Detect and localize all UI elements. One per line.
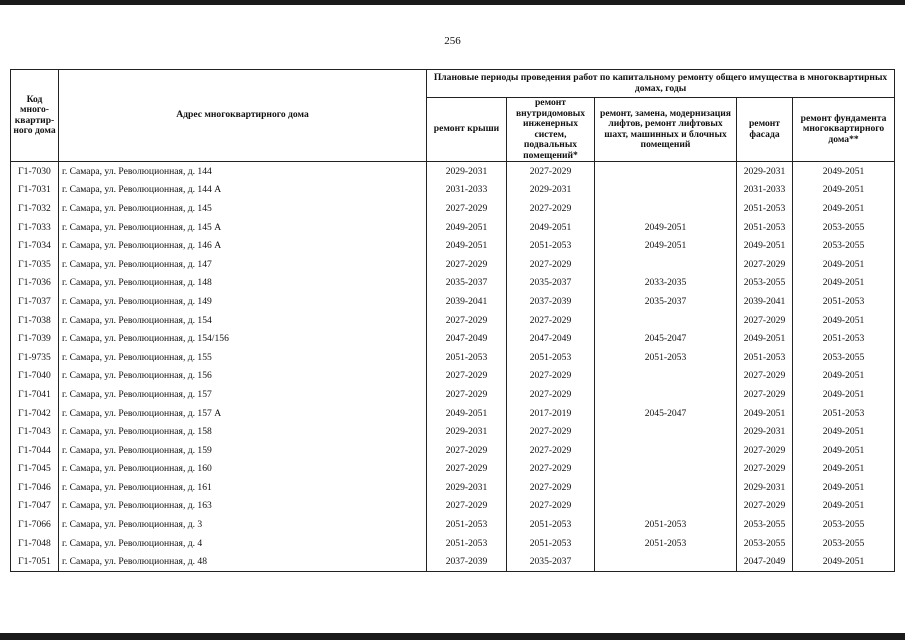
scan-top-border — [0, 0, 905, 5]
table-row — [11, 534, 895, 553]
facade-period-cell: 2039-2041 — [737, 292, 793, 311]
foundation-period-cell: 2049-2051 — [793, 552, 895, 571]
table-row — [11, 422, 895, 441]
facade-period-cell: 2029-2031 — [737, 162, 793, 181]
house-code-cell: Г1-7037 — [11, 292, 59, 311]
facade-period-cell: 2051-2053 — [737, 218, 793, 237]
elevators-period-cell: 2045-2047 — [595, 404, 737, 423]
elevators-period-cell — [595, 255, 737, 274]
house-code-cell: Г1-7039 — [11, 329, 59, 348]
house-code-cell: Г1-7051 — [11, 552, 59, 571]
address-cell: г. Самара, ул. Революционная, д. 161 — [59, 478, 427, 497]
house-code-cell: Г1-7047 — [11, 497, 59, 516]
elevators-period-cell: 2049-2051 — [595, 218, 737, 237]
foundation-period-cell: 2049-2051 — [793, 162, 895, 181]
roof-period-cell: 2027-2029 — [427, 199, 507, 218]
table-row — [11, 385, 895, 404]
roof-period-cell: 2037-2039 — [427, 552, 507, 571]
facade-period-cell: 2051-2053 — [737, 199, 793, 218]
roof-period-cell: 2027-2029 — [427, 311, 507, 330]
house-code-cell: Г1-7043 — [11, 422, 59, 441]
engineering-period-cell: 2027-2029 — [507, 162, 595, 181]
elevators-period-cell: 2045-2047 — [595, 329, 737, 348]
table-row — [11, 460, 895, 479]
facade-period-cell: 2027-2029 — [737, 311, 793, 330]
facade-period-cell: 2027-2029 — [737, 441, 793, 460]
engineering-period-cell: 2027-2029 — [507, 255, 595, 274]
foundation-period-cell: 2049-2051 — [793, 274, 895, 293]
house-code-cell: Г1-7040 — [11, 367, 59, 386]
facade-period-cell: 2027-2029 — [737, 367, 793, 386]
table-row — [11, 515, 895, 534]
address-cell: г. Самара, ул. Революционная, д. 146 А — [59, 236, 427, 255]
foundation-period-cell: 2053-2055 — [793, 348, 895, 367]
elevators-period-cell — [595, 460, 737, 479]
house-code-cell: Г1-7030 — [11, 162, 59, 181]
engineering-period-cell: 2035-2037 — [507, 552, 595, 571]
facade-period-cell: 2031-2033 — [737, 181, 793, 200]
address-cell: г. Самара, ул. Революционная, д. 159 — [59, 441, 427, 460]
table-row — [11, 348, 895, 367]
table-row — [11, 162, 895, 181]
facade-period-cell: 2047-2049 — [737, 552, 793, 571]
house-code-cell: Г1-7036 — [11, 274, 59, 293]
foundation-period-cell: 2051-2053 — [793, 404, 895, 423]
address-cell: г. Самара, ул. Революционная, д. 160 — [59, 460, 427, 479]
house-code-cell: Г1-7038 — [11, 311, 59, 330]
address-cell: г. Самара, ул. Революционная, д. 145 А — [59, 218, 427, 237]
house-code-cell: Г1-7044 — [11, 441, 59, 460]
roof-period-cell: 2027-2029 — [427, 367, 507, 386]
elevators-period-cell — [595, 181, 737, 200]
facade-period-cell: 2029-2031 — [737, 478, 793, 497]
engineering-period-cell: 2037-2039 — [507, 292, 595, 311]
header-elevators: ремонт, замена, модернизация лифтов, ремонт лифтовых шахт, машинных и блочных помещений — [595, 98, 737, 162]
elevators-period-cell — [595, 441, 737, 460]
facade-period-cell: 2049-2051 — [737, 329, 793, 348]
foundation-period-cell: 2051-2053 — [793, 329, 895, 348]
address-cell: г. Самара, ул. Революционная, д. 3 — [59, 515, 427, 534]
table-row — [11, 367, 895, 386]
roof-period-cell: 2049-2051 — [427, 404, 507, 423]
address-cell: г. Самара, ул. Революционная, д. 154/156 — [59, 329, 427, 348]
elevators-period-cell — [595, 552, 737, 571]
foundation-period-cell: 2049-2051 — [793, 385, 895, 404]
page-number: 256 — [444, 35, 461, 47]
engineering-period-cell: 2047-2049 — [507, 329, 595, 348]
house-code-cell: Г1-7033 — [11, 218, 59, 237]
header-roof: ремонт крыши — [427, 98, 507, 162]
engineering-period-cell: 2029-2031 — [507, 181, 595, 200]
address-cell: г. Самара, ул. Революционная, д. 144 — [59, 162, 427, 181]
roof-period-cell: 2051-2053 — [427, 348, 507, 367]
facade-period-cell: 2053-2055 — [737, 274, 793, 293]
foundation-period-cell: 2049-2051 — [793, 478, 895, 497]
table-row — [11, 236, 895, 255]
roof-period-cell: 2031-2033 — [427, 181, 507, 200]
foundation-period-cell: 2049-2051 — [793, 311, 895, 330]
table-row — [11, 497, 895, 516]
engineering-period-cell: 2027-2029 — [507, 497, 595, 516]
address-cell: г. Самара, ул. Революционная, д. 144 А — [59, 181, 427, 200]
roof-period-cell: 2029-2031 — [427, 162, 507, 181]
house-code-cell: Г1-7034 — [11, 236, 59, 255]
elevators-period-cell: 2033-2035 — [595, 274, 737, 293]
facade-period-cell: 2049-2051 — [737, 404, 793, 423]
foundation-period-cell: 2049-2051 — [793, 460, 895, 479]
address-cell: г. Самара, ул. Революционная, д. 149 — [59, 292, 427, 311]
engineering-period-cell: 2051-2053 — [507, 534, 595, 553]
table-row — [11, 274, 895, 293]
table-row — [11, 181, 895, 200]
roof-period-cell: 2029-2031 — [427, 422, 507, 441]
foundation-period-cell: 2049-2051 — [793, 497, 895, 516]
roof-period-cell: 2051-2053 — [427, 534, 507, 553]
foundation-period-cell: 2053-2055 — [793, 236, 895, 255]
engineering-period-cell: 2051-2053 — [507, 236, 595, 255]
house-code-cell: Г1-7048 — [11, 534, 59, 553]
facade-period-cell: 2029-2031 — [737, 422, 793, 441]
table-row — [11, 552, 895, 571]
house-code-cell: Г1-9735 — [11, 348, 59, 367]
elevators-period-cell — [595, 311, 737, 330]
engineering-period-cell: 2051-2053 — [507, 348, 595, 367]
address-cell: г. Самара, ул. Революционная, д. 157 А — [59, 404, 427, 423]
engineering-period-cell: 2027-2029 — [507, 422, 595, 441]
scan-bottom-border — [0, 633, 905, 640]
elevators-period-cell — [595, 162, 737, 181]
house-code-cell: Г1-7045 — [11, 460, 59, 479]
roof-period-cell: 2027-2029 — [427, 441, 507, 460]
house-code-cell: Г1-7066 — [11, 515, 59, 534]
roof-period-cell: 2027-2029 — [427, 255, 507, 274]
elevators-period-cell — [595, 422, 737, 441]
address-cell: г. Самара, ул. Революционная, д. 145 — [59, 199, 427, 218]
address-cell: г. Самара, ул. Революционная, д. 163 — [59, 497, 427, 516]
elevators-period-cell: 2051-2053 — [595, 534, 737, 553]
foundation-period-cell: 2049-2051 — [793, 181, 895, 200]
facade-period-cell: 2049-2051 — [737, 236, 793, 255]
table-row — [11, 478, 895, 497]
facade-period-cell: 2053-2055 — [737, 534, 793, 553]
elevators-period-cell — [595, 367, 737, 386]
table-row — [11, 218, 895, 237]
engineering-period-cell: 2027-2029 — [507, 385, 595, 404]
roof-period-cell: 2029-2031 — [427, 478, 507, 497]
roof-period-cell: 2039-2041 — [427, 292, 507, 311]
table-row — [11, 441, 895, 460]
address-cell: г. Самара, ул. Революционная, д. 148 — [59, 274, 427, 293]
roof-period-cell: 2047-2049 — [427, 329, 507, 348]
foundation-period-cell: 2049-2051 — [793, 199, 895, 218]
header-engineering: ремонт внутридомовых инженерных систем, подвальных помещений* — [507, 98, 595, 162]
table-row — [11, 311, 895, 330]
header-planned-periods: Плановые периоды проведения работ по капитальному ремонту общего имущества в многоквартирных домах, годы — [427, 70, 895, 98]
engineering-period-cell: 2017-2019 — [507, 404, 595, 423]
roof-period-cell: 2049-2051 — [427, 236, 507, 255]
repair-schedule-table — [10, 69, 895, 572]
engineering-period-cell: 2027-2029 — [507, 311, 595, 330]
engineering-period-cell: 2027-2029 — [507, 460, 595, 479]
elevators-period-cell: 2051-2053 — [595, 348, 737, 367]
elevators-period-cell: 2035-2037 — [595, 292, 737, 311]
engineering-period-cell: 2027-2029 — [507, 367, 595, 386]
foundation-period-cell: 2053-2055 — [793, 218, 895, 237]
engineering-period-cell: 2027-2029 — [507, 441, 595, 460]
house-code-cell: Г1-7032 — [11, 199, 59, 218]
house-code-cell: Г1-7042 — [11, 404, 59, 423]
elevators-period-cell: 2051-2053 — [595, 515, 737, 534]
engineering-period-cell: 2035-2037 — [507, 274, 595, 293]
roof-period-cell: 2051-2053 — [427, 515, 507, 534]
elevators-period-cell — [595, 497, 737, 516]
address-cell: г. Самара, ул. Революционная, д. 155 — [59, 348, 427, 367]
header-address: Адрес многоквартирного дома — [59, 70, 427, 162]
facade-period-cell: 2027-2029 — [737, 497, 793, 516]
engineering-period-cell: 2049-2051 — [507, 218, 595, 237]
foundation-period-cell: 2049-2051 — [793, 367, 895, 386]
house-code-cell: Г1-7035 — [11, 255, 59, 274]
table-row — [11, 199, 895, 218]
facade-period-cell: 2027-2029 — [737, 460, 793, 479]
engineering-period-cell: 2027-2029 — [507, 199, 595, 218]
roof-period-cell: 2027-2029 — [427, 497, 507, 516]
address-cell: г. Самара, ул. Революционная, д. 48 — [59, 552, 427, 571]
house-code-cell: Г1-7031 — [11, 181, 59, 200]
engineering-period-cell: 2051-2053 — [507, 515, 595, 534]
elevators-period-cell — [595, 478, 737, 497]
table-body — [11, 162, 895, 572]
facade-period-cell: 2027-2029 — [737, 385, 793, 404]
foundation-period-cell: 2053-2055 — [793, 534, 895, 553]
facade-period-cell: 2051-2053 — [737, 348, 793, 367]
address-cell: г. Самара, ул. Революционная, д. 154 — [59, 311, 427, 330]
foundation-period-cell: 2053-2055 — [793, 515, 895, 534]
foundation-period-cell: 2049-2051 — [793, 255, 895, 274]
address-cell: г. Самара, ул. Революционная, д. 156 — [59, 367, 427, 386]
roof-period-cell: 2049-2051 — [427, 218, 507, 237]
address-cell: г. Самара, ул. Революционная, д. 157 — [59, 385, 427, 404]
facade-period-cell: 2053-2055 — [737, 515, 793, 534]
facade-period-cell: 2027-2029 — [737, 255, 793, 274]
roof-period-cell: 2027-2029 — [427, 460, 507, 479]
foundation-period-cell: 2049-2051 — [793, 422, 895, 441]
table-row — [11, 292, 895, 311]
header-code: Код много-квартир-ного дома — [11, 70, 59, 162]
header-foundation: ремонт фундамента многоквартирного дома** — [793, 98, 895, 162]
elevators-period-cell — [595, 385, 737, 404]
elevators-period-cell — [595, 199, 737, 218]
address-cell: г. Самара, ул. Революционная, д. 147 — [59, 255, 427, 274]
house-code-cell: Г1-7041 — [11, 385, 59, 404]
foundation-period-cell: 2051-2053 — [793, 292, 895, 311]
roof-period-cell: 2035-2037 — [427, 274, 507, 293]
roof-period-cell: 2027-2029 — [427, 385, 507, 404]
address-cell: г. Самара, ул. Революционная, д. 4 — [59, 534, 427, 553]
house-code-cell: Г1-7046 — [11, 478, 59, 497]
engineering-period-cell: 2027-2029 — [507, 478, 595, 497]
table-row — [11, 404, 895, 423]
table-row — [11, 329, 895, 348]
address-cell: г. Самара, ул. Революционная, д. 158 — [59, 422, 427, 441]
table-row — [11, 255, 895, 274]
elevators-period-cell: 2049-2051 — [595, 236, 737, 255]
foundation-period-cell: 2049-2051 — [793, 441, 895, 460]
header-facade: ремонт фасада — [737, 98, 793, 162]
